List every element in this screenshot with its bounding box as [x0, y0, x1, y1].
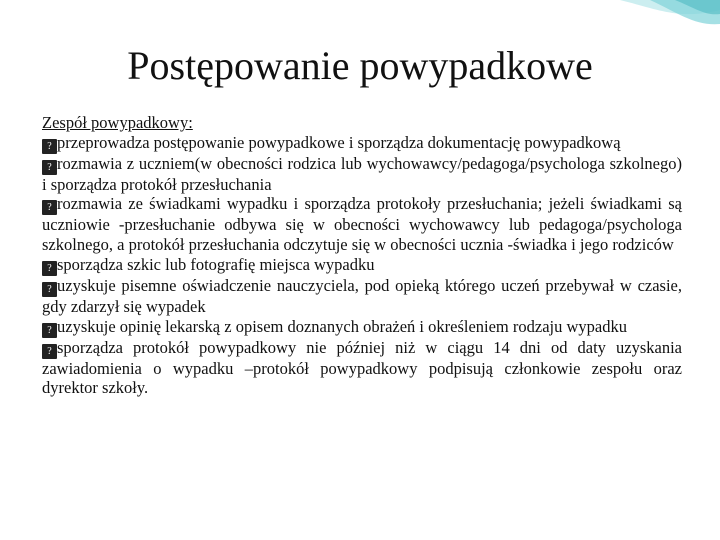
unknown-glyph-icon: ? — [42, 160, 57, 175]
list-item-text: sporządza szkic lub fotografię miejsca wypadku — [57, 254, 375, 274]
unknown-glyph-icon: ? — [42, 139, 57, 154]
team-heading: Zespół powypadkowy: — [42, 113, 193, 132]
list-item-text: rozmawia z uczniem(w obecności rodzica lub wychowawcy/pedagoga/psychologa szkolnego) i sporządza protokół przesłuchania — [42, 153, 682, 194]
list-item-text: sporządza protokół powypadkowy nie później niż w ciągu 14 dni od daty uzyskania zawiadomienia o wypadku –protokół powypadkowy podpisują członkowie zespołu oraz dyrektor szkoły. — [42, 337, 682, 398]
slide-body — [42, 113, 682, 398]
list-item — [42, 276, 682, 317]
unknown-glyph-icon: ? — [42, 344, 57, 359]
unknown-glyph-icon: ? — [42, 200, 57, 215]
item-list — [42, 133, 682, 398]
unknown-glyph-icon: ? — [42, 323, 57, 338]
list-item — [42, 317, 682, 338]
list-item-text: rozmawia ze świadkami wypadku i sporządza protokoły przesłuchania; jeżeli świadkami są uczniowie -przesłuchanie odbywa się w obecności wychowawcy lub pedagoga/psychologa szkolnego, a protokół przesłuchania odczytuje się w obecności ucznia -świadka i jego rodziców — [42, 194, 682, 255]
list-item-text: uzyskuje pisemne oświadczenie nauczyciela, pod opieką którego uczeń przebywał w czasie, gdy zdarzył się wypadek — [42, 275, 682, 316]
list-item — [42, 255, 682, 276]
list-item — [42, 133, 682, 154]
list-item — [42, 338, 682, 398]
list-item-text: uzyskuje opinię lekarską z opisem doznanych obrażeń i określeniem rodzaju wypadku — [57, 316, 627, 336]
slide-title: Postępowanie powypadkowe — [127, 43, 593, 88]
unknown-glyph-icon: ? — [42, 261, 57, 276]
list-item — [42, 194, 682, 254]
list-item-text: przeprowadza postępowanie powypadkowe i sporządza dokumentację powypadkową — [57, 132, 621, 152]
unknown-glyph-icon: ? — [42, 282, 57, 297]
list-item — [42, 154, 682, 195]
